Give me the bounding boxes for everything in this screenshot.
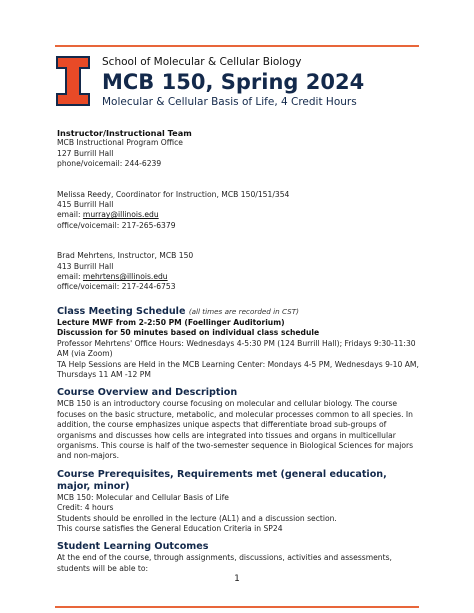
outcomes-heading: Student Learning Outcomes	[57, 541, 209, 553]
page-number: 1	[234, 574, 240, 584]
instructor-room: 413 Burrill Hall	[57, 261, 114, 271]
office-name: MCB Instructional Program Office	[57, 138, 183, 148]
coordinator-email-line	[57, 210, 419, 220]
coordinator-email-link[interactable]: murray@illinois.edu	[82, 210, 159, 220]
bottom-accent-rule	[55, 606, 419, 608]
prereqs-heading: Course Prerequisites, Requirements met (general education, major, minor)	[57, 468, 387, 492]
discussion-time: Discussion for 50 minutes based on individual class schedule	[57, 328, 320, 338]
email-label: email:	[57, 272, 83, 282]
syllabus-content	[57, 128, 419, 574]
schedule-heading-line	[57, 306, 419, 318]
instructor-email-link[interactable]: mehrtens@illinois.edu	[82, 272, 168, 282]
lecture-time: Lecture MWF from 2-2:50 PM (Foellinger Auditorium)	[57, 317, 285, 327]
course-title: MCB 150, Spring 2024	[102, 70, 365, 94]
schedule-note: (all times are recorded in CST)	[188, 306, 299, 316]
instructor-phone: office/voicemail: 217-244-6753	[57, 282, 176, 292]
overview-heading: Course Overview and Description	[57, 387, 238, 399]
overview-text: MCB 150 is an introductory course focusing on molecular and cellular biology. The course focuses on the basic structure, metabolic, and molecular processes common to all species. In addition, the course emphasizes unique aspects that differentiate broad sub-groups of organisms and discusses how cells are integrated into tissues and organs in multicellular organisms. This course is half of the two-semester sequence in Biological Sciences for majors and non-majors.	[57, 399, 414, 461]
illinois-block-i-logo	[56, 56, 90, 106]
prereq-line: MCB 150: Molecular and Cellular Basis of Life	[57, 492, 229, 502]
page-header	[102, 56, 364, 109]
instructor-name: Brad Mehrtens, Instructor, MCB 150	[57, 251, 194, 261]
prereq-line: Students should be enrolled in the lecture (AL1) and a discussion section.	[57, 513, 337, 523]
instructor-email-line	[57, 272, 419, 282]
schedule-heading: Class Meeting Schedule	[57, 305, 186, 317]
prereq-line: Credit: 4 hours	[57, 503, 114, 513]
team-heading: Instructor/Instructional Team	[57, 128, 192, 138]
ta-help-sessions: TA Help Sessions are Held in the MCB Learning Center: Mondays 4-5 PM, Wednesdays 9-10 AM, Thursdays 11 AM -12 PM	[57, 359, 419, 379]
department-name: School of Molecular & Cellular Biology	[102, 56, 302, 68]
prereq-line: This course satisfies the General Education Criteria in SP24	[57, 523, 283, 533]
coordinator-name: Melissa Reedy, Coordinator for Instruction, MCB 150/151/354	[57, 189, 290, 199]
office-hours: Professor Mehrtens' Office Hours: Wednesdays 4-5:30 PM (124 Burrill Hall); Fridays 9:30-11:30 AM (via Zoom)	[57, 338, 416, 359]
coordinator-phone: office/voicemail: 217-265-6379	[57, 220, 176, 230]
office-phone: phone/voicemail: 244-6239	[57, 159, 162, 169]
office-room: 127 Burrill Hall	[57, 148, 114, 158]
top-accent-rule	[55, 45, 419, 47]
course-subtitle: Molecular & Cellular Basis of Life, 4 Credit Hours	[102, 96, 357, 108]
coordinator-room: 415 Burrill Hall	[57, 200, 114, 210]
outcomes-text: At the end of the course, through assignments, discussions, activities and assessments, students will be able to:	[57, 553, 392, 573]
email-label: email:	[57, 210, 83, 220]
